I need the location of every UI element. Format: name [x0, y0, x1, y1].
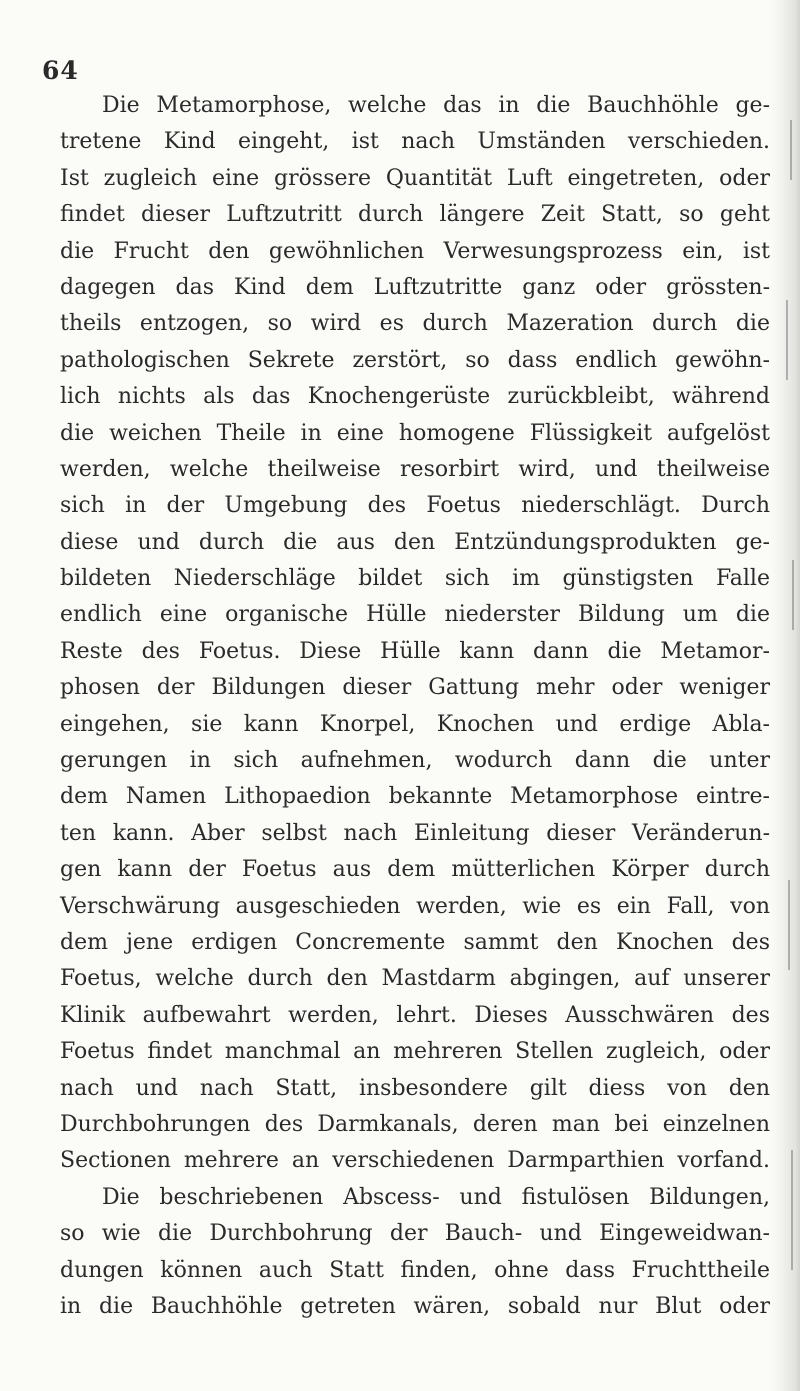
text-line: sich in der Umgebung des Foetus niederschlägt. Durch	[60, 493, 770, 519]
text-line: die Frucht den gewöhnlichen Verwesungsprozess ein, ist	[60, 238, 770, 264]
text-line: eingehen, sie kann Knorpel, Knochen und erdige Abla-	[60, 711, 770, 737]
page-edge-mark	[786, 300, 788, 380]
body-text	[60, 88, 770, 1325]
text-line: Verschwärung ausgeschieden werden, wie es ein Fall, von	[60, 893, 770, 919]
page-edge-shadow	[770, 0, 800, 1391]
text-line: dungen können auch Statt finden, ohne dass Fruchttheile	[60, 1257, 770, 1283]
text-line: pathologischen Sekrete zerstört, so dass endlich gewöhn-	[60, 347, 770, 373]
text-line: lich nichts als das Knochengerüste zurückbleibt, während	[60, 384, 770, 410]
page-edge-mark	[791, 1150, 793, 1270]
text-line: diese und durch die aus den Entzündungsprodukten ge-	[60, 529, 770, 555]
page-edge-mark	[790, 120, 792, 180]
text-line: dagegen das Kind dem Luftzutritte ganz oder grössten-	[60, 274, 770, 300]
text-line: phosen der Bildungen dieser Gattung mehr oder weniger	[60, 675, 770, 701]
text-line: Reste des Foetus. Diese Hülle kann dann die Metamor-	[60, 638, 770, 664]
page-number: 64	[42, 56, 79, 85]
text-line: Foetus findet manchmal an mehreren Stellen zugleich, oder	[60, 1039, 770, 1065]
text-line: dem Namen Lithopaedion bekannte Metamorphose eintre-	[60, 784, 770, 810]
text-line: die weichen Theile in eine homogene Flüssigkeit aufgelöst	[60, 420, 770, 446]
text-line: Ist zugleich eine grössere Quantität Luft eingetreten, oder	[60, 165, 770, 191]
text-line: Foetus, welche durch den Mastdarm abgingen, auf unserer	[60, 966, 770, 992]
text-line: findet dieser Luftzutritt durch längere Zeit Statt, so geht	[60, 202, 770, 228]
text-line: ten kann. Aber selbst nach Einleitung dieser Veränderun-	[60, 820, 770, 846]
text-line: in die Bauchhöhle getreten wären, sobald nur Blut oder	[60, 1293, 770, 1319]
text-line: dem jene erdigen Concremente sammt den Knochen des	[60, 929, 770, 955]
text-line: theils entzogen, so wird es durch Mazeration durch die	[60, 311, 770, 337]
text-line: endlich eine organische Hülle niederster Bildung um die	[60, 602, 770, 628]
text-line: bildeten Niederschläge bildet sich im günstigsten Falle	[60, 566, 770, 592]
text-line: nach und nach Statt, insbesondere gilt diess von den	[60, 1075, 770, 1101]
text-line: Durchbohrungen des Darmkanals, deren man bei einzelnen	[60, 1111, 770, 1137]
text-line: werden, welche theilweise resorbirt wird, und theilweise	[60, 456, 770, 482]
text-line: Die beschriebenen Abscess- und fistulösen Bildungen,	[102, 1184, 770, 1210]
text-line: Sectionen mehrere an verschiedenen Darmparthien vorfand.	[60, 1148, 770, 1174]
page-edge-mark	[792, 560, 794, 630]
text-line: Klinik aufbewahrt werden, lehrt. Dieses Ausschwären des	[60, 1002, 770, 1028]
text-line: so wie die Durchbohrung der Bauch- und Eingeweidwan-	[60, 1221, 770, 1247]
text-line: Die Metamorphose, welche das in die Bauchhöhle ge-	[102, 93, 770, 118]
page-edge-mark	[788, 880, 790, 970]
text-line: tretene Kind eingeht, ist nach Umständen verschieden.	[60, 129, 770, 155]
text-line: gen kann der Foetus aus dem mütterlichen Körper durch	[60, 857, 770, 883]
text-line: gerungen in sich aufnehmen, wodurch dann die unter	[60, 748, 770, 774]
